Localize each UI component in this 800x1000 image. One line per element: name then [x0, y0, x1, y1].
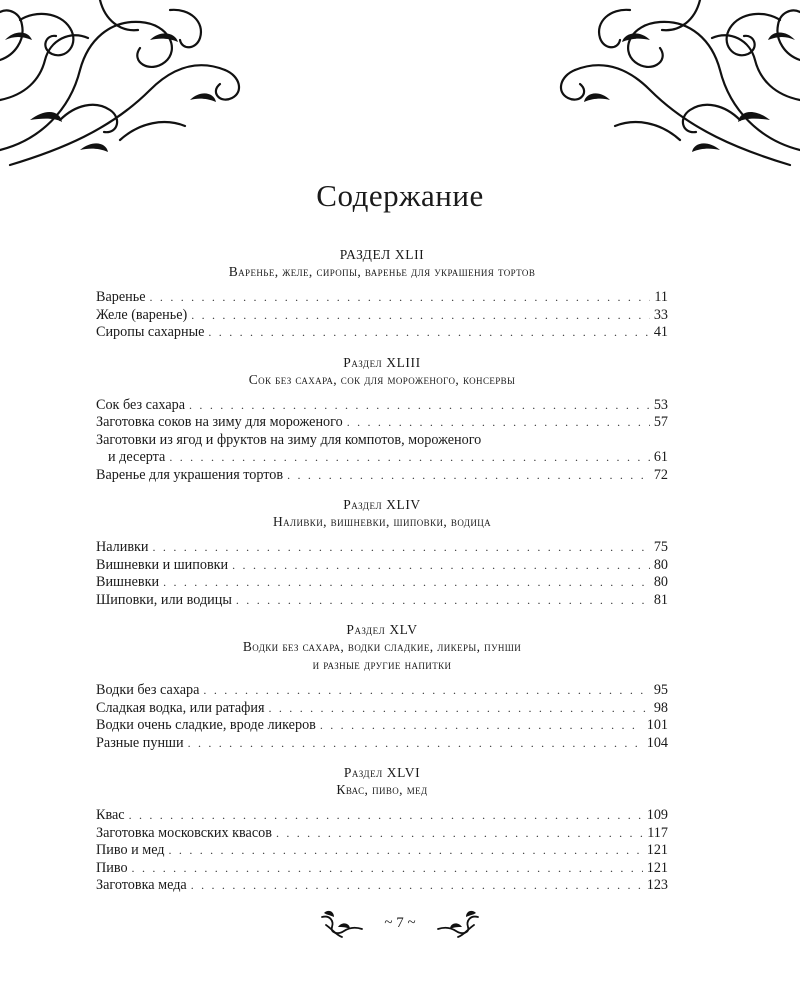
section-label: Раздел XLIV [343, 497, 421, 512]
dot-leader [232, 557, 650, 575]
entry-title: Варенье [96, 289, 146, 305]
toc-entry[interactable] [96, 700, 668, 718]
toc-entry[interactable] [96, 432, 668, 467]
section-label: Раздел XLV [346, 622, 418, 637]
entry-list [96, 807, 668, 895]
page-footer [0, 905, 800, 941]
entry-list [96, 539, 668, 609]
dot-leader [169, 449, 649, 467]
entry-title: Вишневки и шиповки [96, 556, 229, 573]
entry-title: Водки очень сладкие, вроде ликеров [96, 717, 316, 733]
toc-entry[interactable] [96, 414, 668, 432]
entry-page: 53 [653, 396, 668, 413]
entry-page: 109 [646, 807, 668, 823]
entry-page: 101 [646, 717, 668, 733]
entry-title: Варенье для украшения тортов [96, 466, 284, 483]
dot-leader [269, 700, 650, 718]
dot-leader [347, 414, 650, 432]
entry-title: Водки без сахара [96, 682, 200, 698]
leaf-flourish-icon [436, 907, 482, 939]
section-subtitle: Наливки, вишневки, шиповки, водица [272, 514, 492, 529]
section-subtitle: Квас, пиво, мед [336, 782, 428, 797]
entry-title: Разные пунши [96, 734, 184, 751]
dot-leader [191, 307, 650, 325]
entry-page: 11 [654, 289, 668, 305]
page-title: Содержание [316, 178, 484, 213]
table-of-contents [96, 246, 668, 907]
entry-page: 75 [653, 539, 668, 555]
page-number: ~ 7 ~ [384, 914, 416, 931]
dot-leader [153, 539, 650, 557]
corner-ornament-left-icon [0, 0, 260, 180]
entry-list [96, 397, 668, 485]
toc-entry[interactable] [96, 592, 668, 610]
entry-page: 61 [653, 449, 668, 465]
section-label: Раздел XLVI [343, 765, 421, 780]
section-subtitle: Варенье, желе, сиропы, варенье для украшения тортов [228, 264, 536, 279]
entry-page: 72 [653, 466, 668, 483]
entry-title: Пиво [96, 859, 128, 876]
toc-entry[interactable] [96, 539, 668, 557]
entry-page: 57 [653, 414, 668, 430]
toc-entry[interactable] [96, 467, 668, 485]
toc-entry[interactable] [96, 735, 668, 753]
entry-title: Сок без сахара [96, 396, 186, 413]
toc-entry[interactable] [96, 717, 668, 735]
toc-section [96, 246, 668, 342]
entry-title: Вишневки [96, 574, 160, 590]
section-subtitle: Водки без сахара, водки сладкие, ликеры, пунши [242, 639, 522, 654]
entry-title-continuation: и десерта [108, 449, 166, 465]
toc-entry[interactable] [96, 289, 668, 307]
toc-entry[interactable] [96, 307, 668, 325]
dot-leader [150, 289, 651, 307]
dot-leader [169, 842, 643, 860]
toc-section [96, 764, 668, 895]
entry-page: 41 [653, 324, 668, 340]
section-label: РАЗДЕЛ XLII [339, 247, 425, 262]
section-label: Раздел XLIII [343, 354, 421, 370]
entry-page: 95 [653, 682, 668, 698]
entry-page: 123 [646, 877, 668, 893]
entry-page: 98 [653, 699, 668, 716]
entry-page: 80 [653, 574, 668, 590]
entry-page: 121 [646, 842, 668, 858]
toc-entry[interactable] [96, 682, 668, 700]
toc-entry[interactable] [96, 807, 668, 825]
entry-page: 33 [653, 306, 668, 323]
toc-entry[interactable] [96, 397, 668, 415]
leaf-flourish-icon [318, 907, 364, 939]
entry-list [96, 289, 668, 342]
toc-entry[interactable] [96, 860, 668, 878]
entry-title: Заготовка меда [96, 877, 187, 893]
dot-leader [191, 877, 643, 895]
entry-title: Пиво и мед [96, 842, 165, 858]
entry-title: Заготовки из ягод и фруктов на зиму для компотов, мороженого [96, 431, 482, 448]
entry-page: 121 [646, 859, 668, 876]
dot-leader [189, 397, 650, 415]
entry-title: Сиропы сахарные [96, 324, 205, 340]
entry-title: Наливки [96, 539, 149, 555]
toc-entry[interactable] [96, 842, 668, 860]
toc-section [96, 496, 668, 609]
dot-leader [276, 825, 643, 843]
entry-title: Желе (варенье) [96, 306, 188, 323]
dot-leader [236, 592, 650, 610]
entry-list [96, 682, 668, 752]
entry-page: 117 [647, 824, 668, 841]
entry-title: Заготовка соков на зиму для мороженого [96, 414, 343, 430]
dot-leader [203, 682, 649, 700]
corner-ornament-right-icon [540, 0, 800, 180]
dot-leader [129, 807, 643, 825]
entry-page: 80 [653, 556, 668, 573]
dot-leader [163, 574, 650, 592]
section-subtitle-line2: и разные другие напитки [312, 657, 452, 672]
dot-leader [188, 735, 643, 753]
toc-entry[interactable] [96, 574, 668, 592]
dot-leader [208, 324, 649, 342]
toc-entry[interactable] [96, 557, 668, 575]
entry-title: Заготовка московских квасов [96, 824, 272, 841]
entry-page: 81 [653, 591, 668, 608]
dot-leader [287, 467, 650, 485]
entry-title: Квас [96, 807, 125, 823]
entry-title: Шиповки, или водицы [96, 591, 232, 608]
toc-entry[interactable] [96, 877, 668, 895]
toc-entry[interactable] [96, 825, 668, 843]
toc-section [96, 354, 668, 485]
toc-section [96, 621, 668, 752]
dot-leader [320, 717, 643, 735]
entry-title: Сладкая водка, или ратафия [96, 699, 265, 716]
toc-entry[interactable] [96, 324, 668, 342]
entry-page: 104 [646, 734, 668, 751]
section-subtitle: Сок без сахара, сок для мороженого, консервы [248, 371, 516, 387]
dot-leader [132, 860, 643, 878]
